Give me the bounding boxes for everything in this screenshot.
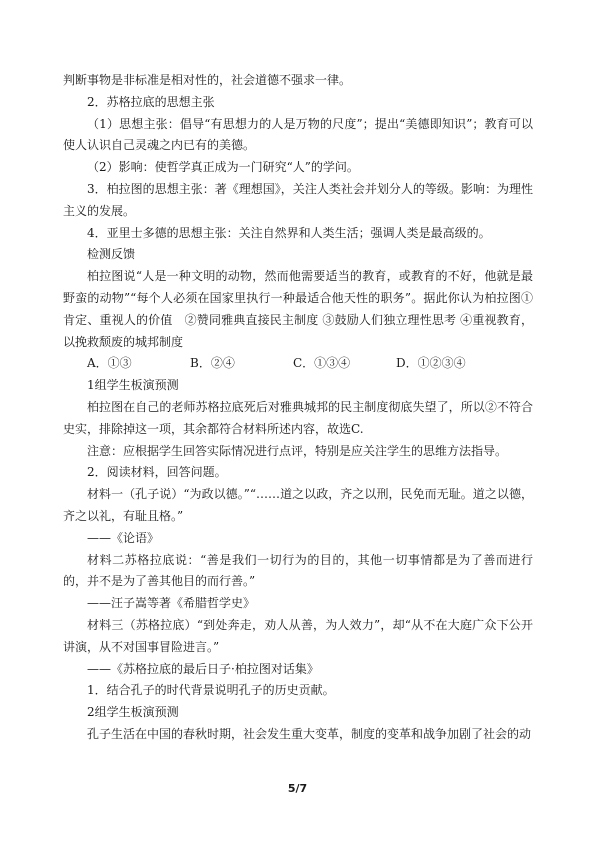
option-d: D．①②③④ xyxy=(396,356,466,371)
paragraph: 2．阅读材料，回答问题。 xyxy=(87,465,227,480)
page-number: 5/7 xyxy=(287,782,308,795)
section-heading: 2组学生板演预测 xyxy=(87,705,179,720)
paragraph: 注意：应根据学生回答实际情况进行点评，特别是应关注学生的思维方法指导。 xyxy=(87,443,508,458)
citation: ——《苏格拉底的最后日子·柏拉图对话集》 xyxy=(87,661,319,676)
material-text: 材料一（孔子说）“为政以德。”“……道之以政，齐之以刑，民免而无耻。道之以德，齐之以礼，有耻且格。” xyxy=(63,487,533,523)
paragraph: 柏拉图在自己的老师苏格拉底死后对雅典城邦的民主制度彻底失望了，所以②不符合史实，排除掉这一项，其余都符合材料所述内容，故选C. xyxy=(63,399,533,436)
answer-options xyxy=(63,353,533,375)
citation: ——《论语》 xyxy=(87,530,160,545)
citation: ——汪子嵩等著《希腊哲学史》 xyxy=(87,596,256,611)
option-c: C．①③④ xyxy=(293,356,351,371)
material-text: 材料二苏格拉底说：“善是我们一切行为的目的，其他一切事情都是为了善而进行的，并不是为了善其他目的而行善。” xyxy=(63,552,533,589)
paragraph: 3．柏拉图的思想主张：著《理想国》，关注人类社会并划分人的等级。影响：为理性主义的发展。 xyxy=(63,181,533,218)
paragraph: 孔子生活在中国的春秋时期，社会发生重大变革，制度的变革和战争加剧了社会的动 xyxy=(87,726,532,741)
section-heading: 检测反馈 xyxy=(87,247,136,262)
option-a: A．①③ xyxy=(87,356,132,371)
section-heading: 1组学生板演预测 xyxy=(87,378,179,393)
paragraph: 1．结合孔子的时代背景说明孔子的历史贡献。 xyxy=(87,683,335,698)
material-text: 材料三（苏格拉底）“到处奔走，劝人从善，为人效力”，却“从不在大庭广众下公开讲演，从不对国事冒险进言。” xyxy=(63,617,533,654)
paragraph: 判断事物是非标准是相对性的，社会道德不强求一律。 xyxy=(63,73,352,87)
paragraph: （2）影响：使哲学真正成为一门研究“人”的学问。 xyxy=(87,160,359,175)
document-body xyxy=(63,70,533,746)
section-heading: 2．苏格拉底的思想主张 xyxy=(87,94,215,109)
option-b: B．②④ xyxy=(190,356,235,371)
paragraph: 4．亚里士多德的思想主张：关注自然界和人类生活；强调人类是最高级的。 xyxy=(87,225,491,240)
question-text: 柏拉图说“人是一种文明的动物，然而他需要适当的教育，或教育的不好，他就是最野蛮的动物”“每个人必须在国家里执行一种最适合他天性的职务”。据此你认为柏拉图①肯定、重视人的价值 ②赞同雅典直接民主制度 ③鼓励人们独立理性思考 ④重视教育，以挽救颓废的城邦制度 xyxy=(63,269,533,349)
paragraph: （1）思想主张：倡导“有思想力的人是万物的尺度”；提出“美德即知识”；教育可以使人认识自己灵魂之内已有的美德。 xyxy=(63,116,533,153)
